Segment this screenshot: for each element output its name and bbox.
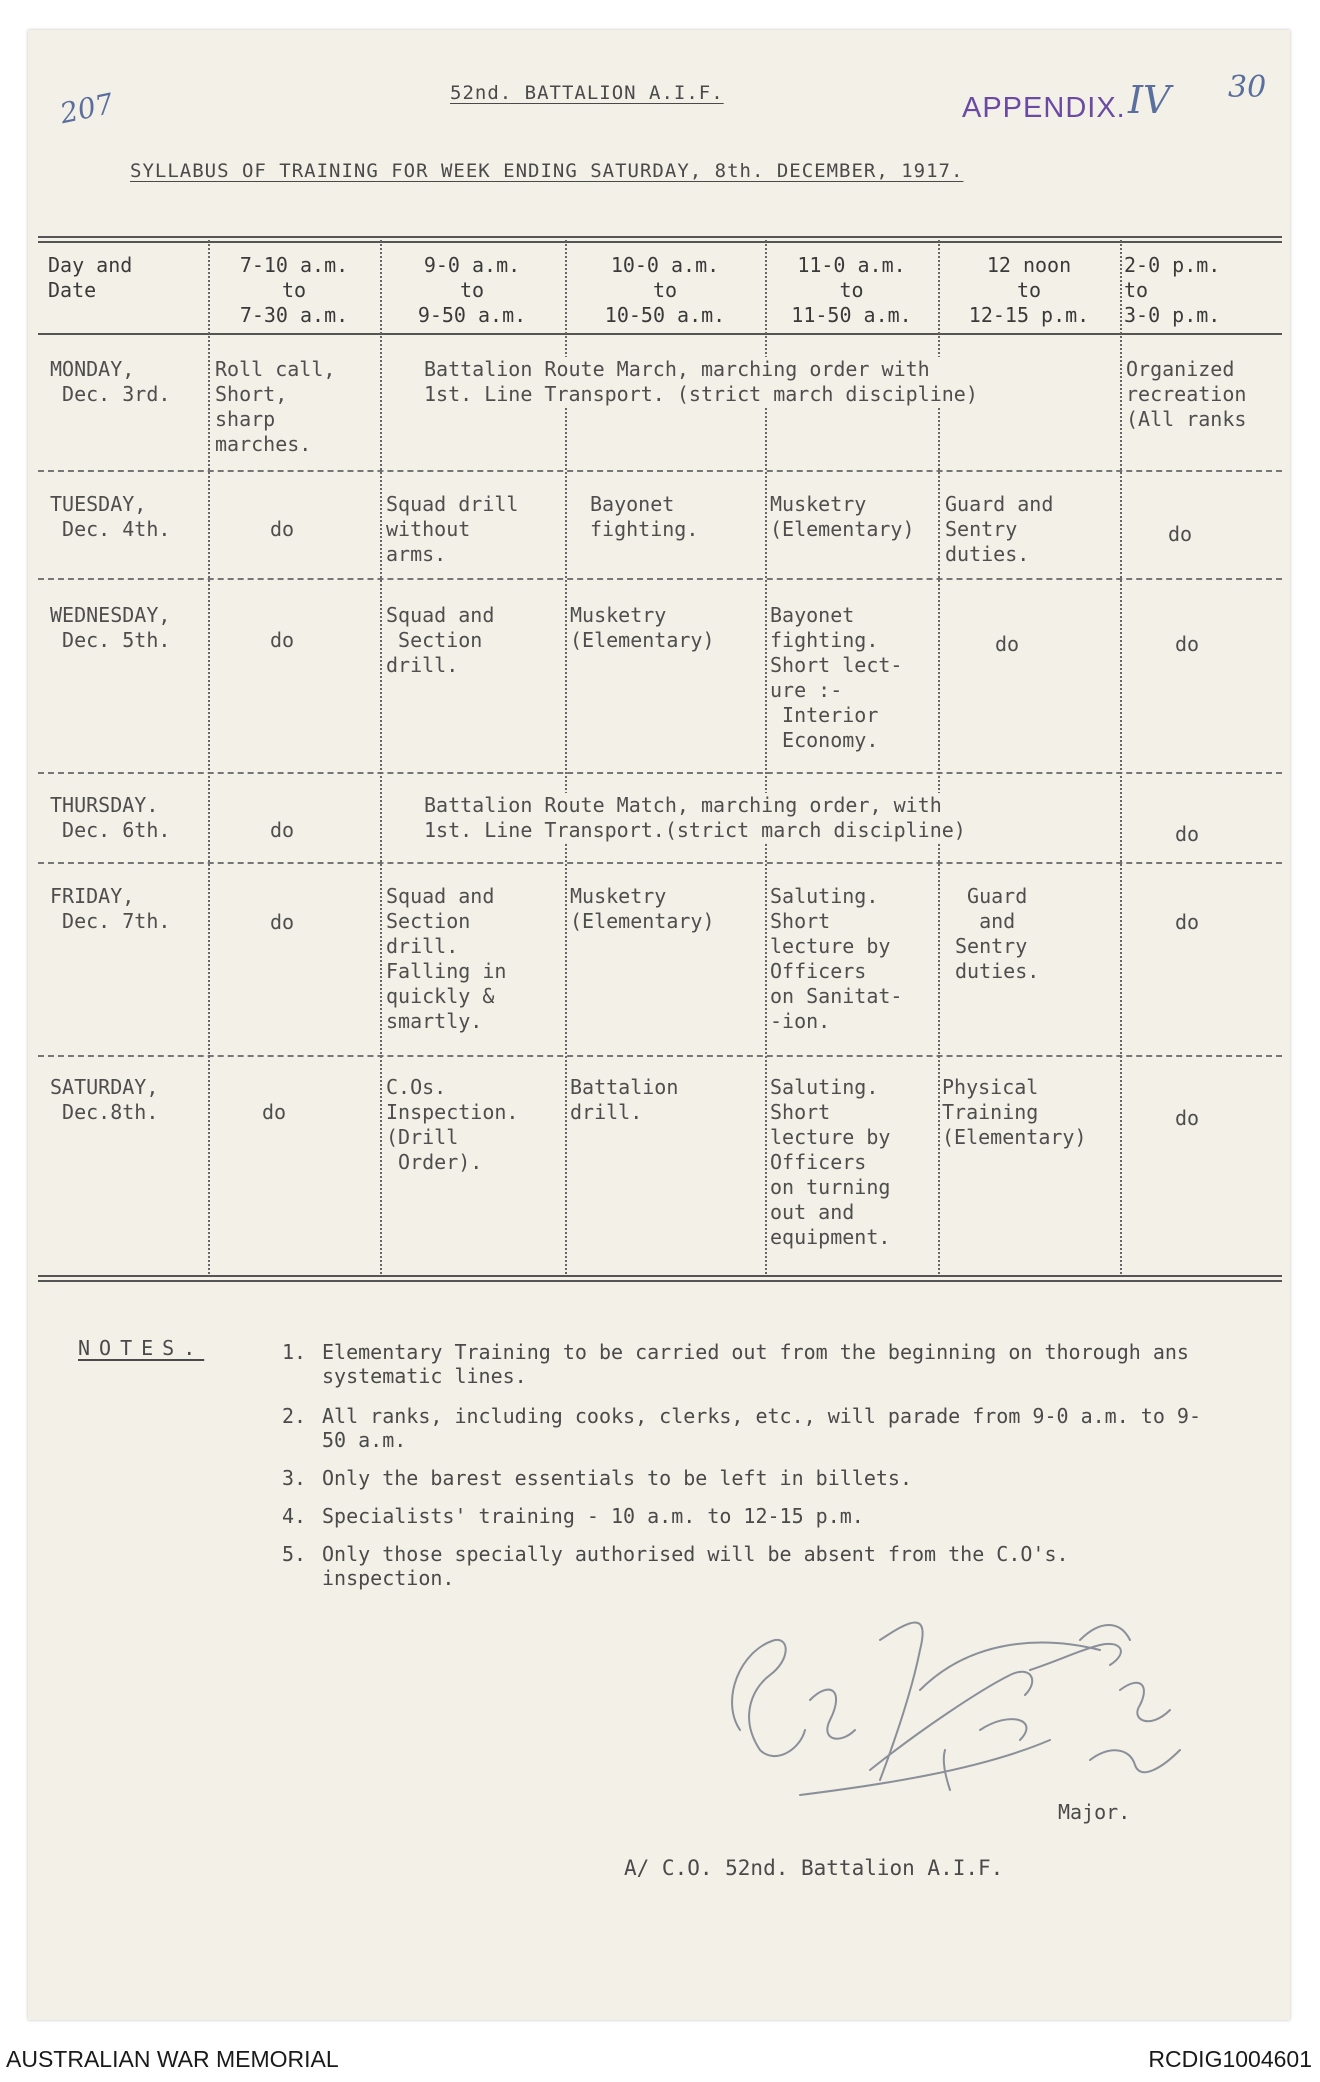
column-header-day: Day and Date — [48, 253, 133, 302]
cell-thursday-route-march: Battalion Route Match, marching order, with 1st. Line Transport.(strict march discipline) — [420, 793, 970, 843]
table-top-rule — [38, 236, 1282, 238]
note-number: 3. — [282, 1466, 307, 1490]
row-divider — [38, 470, 1282, 472]
row-divider — [38, 1055, 1282, 1057]
note-number: 5. — [282, 1542, 307, 1566]
cell-saturday-noon: Physical Training (Elementary) — [942, 1075, 1087, 1149]
handwritten-signature — [680, 1580, 1240, 1830]
cell-saturday-9am: C.Os. Inspection. (Drill Order). — [386, 1075, 519, 1174]
cell-tuesday-noon: Guard and Sentry duties. — [945, 492, 1054, 566]
cell-monday-2pm: Organized recreation (All ranks — [1126, 357, 1247, 431]
cell-wednesday-7am: do — [270, 628, 295, 652]
note-text: Specialists' training - 10 a.m. to 12-15 p.m. — [322, 1504, 864, 1528]
cell-tuesday-7am: do — [270, 517, 295, 541]
battalion-heading: 52nd. BATTALION A.I.F. — [450, 82, 724, 104]
row-day-saturday: SATURDAY, Dec.8th. — [50, 1075, 159, 1124]
cell-wednesday-11am: Bayonet fighting. Short lect- ure :- Interior Economy. — [770, 603, 903, 752]
cell-friday-9am: Squad and Section drill. Falling in quickly & smartly. — [386, 884, 507, 1033]
note-number: 2. — [282, 1404, 307, 1428]
syllabus-title: SYLLABUS OF TRAINING FOR WEEK ENDING SATURDAY, 8th. DECEMBER, 1917. — [130, 160, 964, 182]
footer-catalogue-id: RCDIG1004601 — [1148, 2046, 1312, 2072]
column-divider — [380, 240, 382, 1274]
signature-title: A/ C.O. 52nd. Battalion A.I.F. — [624, 1856, 1004, 1880]
note-text: All ranks, including cooks, clerks, etc., will parade from 9-0 a.m. to 9-50 a.m. — [322, 1404, 1201, 1452]
row-divider — [38, 862, 1282, 864]
cell-friday-noon: Guard and Sentry duties. — [955, 884, 1040, 983]
cell-wednesday-noon: do — [995, 632, 1020, 656]
sheet-number: 30 — [1228, 70, 1267, 105]
table-top-rule-2 — [38, 241, 1282, 243]
cell-monday-7am: Roll call, Short, sharp marches. — [215, 357, 336, 456]
cell-friday-11am: Saluting. Short lecture by Officers on Sanitat- -ion. — [770, 884, 903, 1033]
row-day-wednesday: WEDNESDAY, Dec. 5th. — [50, 603, 171, 652]
cell-tuesday-11am: Musketry (Elementary) — [770, 492, 915, 541]
page-number: 207 — [57, 86, 117, 131]
cell-saturday-10am: Battalion drill. — [570, 1075, 679, 1124]
cell-friday-10am: Musketry (Elementary) — [570, 884, 715, 933]
column-divider — [1120, 240, 1122, 1274]
cell-friday-7am: do — [270, 910, 295, 934]
cell-wednesday-10am: Musketry (Elementary) — [570, 603, 715, 652]
notes-label: NOTES. — [78, 1336, 205, 1360]
column-header-11am: 11-0 a.m. to 11-50 a.m. — [791, 253, 912, 327]
cell-friday-2pm: do — [1175, 910, 1200, 934]
note-number: 1. — [282, 1340, 307, 1364]
cell-wednesday-9am: Squad and Section drill. — [386, 603, 495, 677]
column-divider — [208, 240, 210, 1274]
column-header-noon: 12 noon to 12-15 p.m. — [968, 253, 1090, 327]
cell-saturday-7am: do — [262, 1100, 287, 1124]
cell-tuesday-10am: Bayonet fighting. — [590, 492, 699, 541]
cell-saturday-2pm: do — [1175, 1106, 1200, 1130]
cell-tuesday-9am: Squad drill without arms. — [386, 492, 519, 566]
column-header-9am: 9-0 a.m. to 9-50 a.m. — [417, 253, 527, 327]
cell-thursday-2pm: do — [1175, 822, 1200, 846]
appendix-stamp: APPENDIX. — [962, 92, 1126, 124]
note-text: Only those specially authorised will be absent from the C.O's. inspection. — [322, 1542, 1069, 1590]
row-divider — [38, 772, 1282, 774]
header-bottom-rule — [38, 333, 1282, 335]
cell-wednesday-2pm: do — [1175, 632, 1200, 656]
table-bottom-rule — [38, 1275, 1282, 1277]
cell-thursday-7am: do — [270, 818, 295, 842]
signature-rank: Major. — [1058, 1800, 1131, 1824]
row-day-friday: FRIDAY, Dec. 7th. — [50, 884, 171, 933]
row-day-tuesday: TUESDAY, Dec. 4th. — [50, 492, 171, 541]
column-header-7am: 7-10 a.m. to 7-30 a.m. — [239, 253, 349, 327]
note-number: 4. — [282, 1504, 307, 1528]
cell-tuesday-2pm: do — [1168, 522, 1193, 546]
cell-monday-route-march: Battalion Route March, marching order with 1st. Line Transport. (strict march discipline) — [420, 357, 982, 407]
table-bottom-rule-2 — [38, 1280, 1282, 1282]
column-header-2pm: 2-0 p.m. to 3-0 p.m. — [1124, 253, 1221, 327]
footer-institution: AUSTRALIAN WAR MEMORIAL — [6, 2046, 339, 2072]
column-header-10am: 10-0 a.m. to 10-50 a.m. — [604, 253, 726, 327]
note-text: Elementary Training to be carried out from the beginning on thorough ans systematic lines. — [322, 1340, 1189, 1388]
row-day-thursday: THURSDAY. Dec. 6th. — [50, 793, 171, 842]
cell-saturday-11am: Saluting. Short lecture by Officers on turning out and equipment. — [770, 1075, 891, 1249]
note-text: Only the barest essentials to be left in billets. — [322, 1466, 913, 1490]
row-day-monday: MONDAY, Dec. 3rd. — [50, 357, 171, 406]
appendix-number: IV — [1128, 78, 1171, 122]
row-divider — [38, 578, 1282, 580]
